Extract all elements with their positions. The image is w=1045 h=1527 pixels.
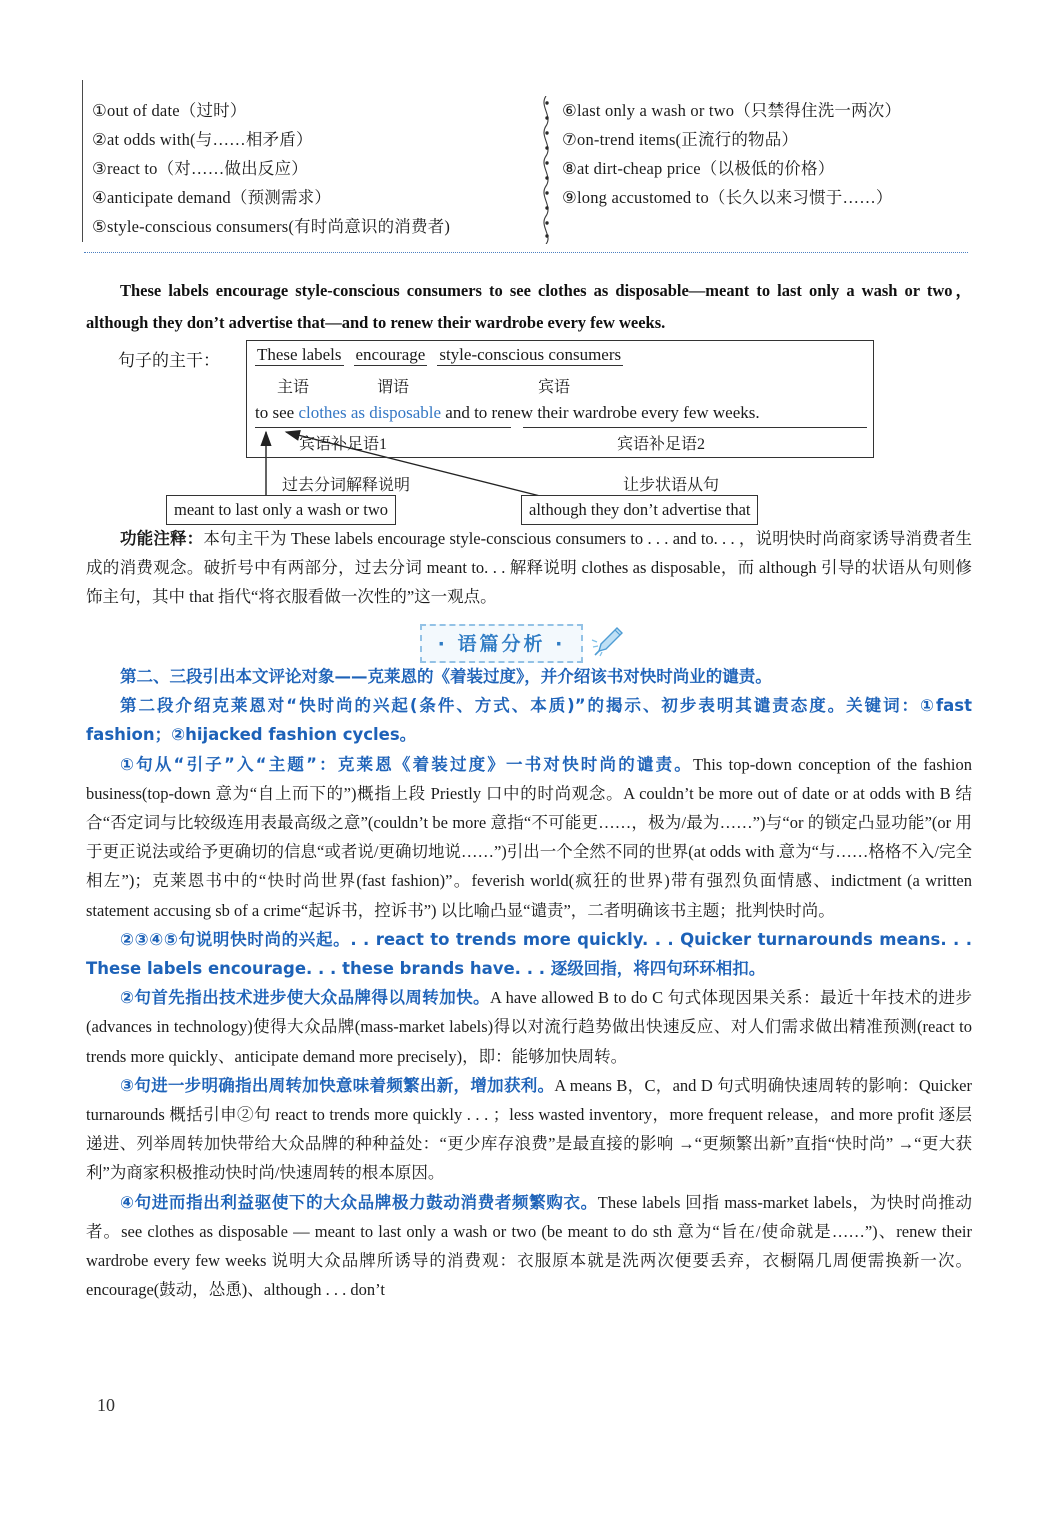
role-object: 宾语 bbox=[538, 379, 571, 396]
vocabulary-item: ⑧at dirt-cheap price（以极低的价格） bbox=[562, 159, 835, 178]
analysis-paragraph-2-text: ②③④⑤句说明快时尚的兴起。. . react to trends more quickly. . . Quicker turnarounds means. . . These labels encourage. . . these brands have. . . 逐级回指，将四句环环相扣。 bbox=[86, 929, 972, 979]
vocabulary-right-column bbox=[562, 96, 982, 212]
analysis-paragraph-3 bbox=[86, 983, 972, 1071]
complement2-underline bbox=[523, 427, 867, 428]
complement1-underline bbox=[255, 427, 511, 428]
vocabulary-item: ②at odds with(与……相矛盾） bbox=[92, 130, 313, 149]
trunk-subject-token: These labels bbox=[257, 345, 342, 364]
vocabulary-item: ①out of date（过时） bbox=[92, 101, 247, 120]
analysis-paragraph-3-body: A have allowed B to do C 句式体现因果关系：最近十年技术的进步(advances in technology)使得大众品牌(mass-market labels)得以对流行趋势做出快速反应、对人们需求做出精准预测(react to trends more quickly、anticipate demand more precisely)，即：能够加快周转。 bbox=[86, 988, 972, 1066]
dotted-separator bbox=[84, 252, 968, 253]
vocabulary-item: ③react to（对……做出反应） bbox=[92, 159, 308, 178]
complement-prefix: to see bbox=[255, 403, 299, 422]
note-box-participle: meant to last only a wash or two bbox=[166, 495, 396, 525]
role-subject: 主语 bbox=[277, 379, 310, 396]
analysis-paragraph-4-body: A means B，C，and D 句式明确快速周转的影响：Quicker turnarounds 概括引申②句 react to trends more quickly . . . ；less wasted inventory，more frequent release，and more profit 逐层递进、列举周转加快带给大众品牌的种种益处：“更少库存浪费”是最直接的影响 →“更频繁出新”直指“快时尚” →“更大获利”为商家积极推动快时尚/快速周转的根本原因。 bbox=[86, 1075, 972, 1183]
discourse-analysis-body bbox=[86, 662, 972, 1304]
role-predicate: 谓语 bbox=[377, 379, 410, 396]
section-header-discourse-analysis bbox=[0, 624, 1045, 663]
vocabulary-item: ⑦on-trend items(正流行的物品） bbox=[562, 130, 799, 149]
analysis-paragraph-5-head: ④句进而指出利益驱使下的大众品牌极力鼓动消费者频繁购衣。 bbox=[120, 1192, 598, 1212]
complement-suffix: and to renew their wardrobe every few weeks. bbox=[441, 403, 760, 422]
vocabulary-item: ⑥last only a wash or two（只禁得住洗一两次） bbox=[562, 101, 902, 120]
vocabulary-item: ④anticipate demand（预测需求） bbox=[92, 188, 332, 207]
function-note-text: 本句主干为 These labels encourage style-conscious consumers to . . . and to. . . ，说明快时尚商家诱导消费者生成的消费观念。破折号中有两部分，过去分词 meant to. . . 解释说明 clothes as disposable，而 although 引导的状语从句则修饰主句，其中 that 指代“将衣服看做一次性的”这一观点。 bbox=[86, 529, 973, 606]
trunk-tokens-row bbox=[255, 345, 633, 366]
label-complement-2: 宾语补足语2 bbox=[617, 436, 706, 453]
note-box-concessive: although they don’t advertise that bbox=[521, 495, 758, 525]
analysis-paragraph-4 bbox=[86, 1071, 972, 1188]
label-complement-1: 宾语补足语1 bbox=[299, 436, 388, 453]
vocabulary-item: ⑤style-conscious consumers(有时尚意识的消费者) bbox=[92, 217, 451, 236]
wavy-divider-icon bbox=[532, 96, 562, 244]
function-note bbox=[86, 524, 972, 611]
pen-icon bbox=[591, 624, 625, 663]
trunk-predicate-token: encourage bbox=[355, 345, 426, 364]
note-label-participle: 过去分词解释说明 bbox=[282, 477, 411, 494]
trunk-complement-row bbox=[255, 403, 760, 423]
analysis-paragraph-3-head: ②句首先指出技术进步使大众品牌得以周转加快。 bbox=[120, 988, 490, 1008]
analysis-paragraph-5-body: These labels 回指 mass-market labels，为快时尚推动者。see clothes as disposable — meant to last only a wash or two (be meant to do sth 意为“旨在/使命就是……”)、renew their wardrobe every few weeks 说明大众品牌所诱导的消费观：衣服原本就是洗两次便要丢弃，衣橱隔几周便需换新一次。encourage(鼓动，怂恿)、although . . . don’t bbox=[86, 1192, 972, 1300]
analysis-paragraph-1-head: ①句从“引子”入“主题”：克莱恩《着装过度》一书对快时尚的谴责。 bbox=[120, 754, 693, 774]
analysis-paragraph-1 bbox=[86, 750, 972, 925]
trunk-object-token: style-conscious consumers bbox=[439, 345, 622, 364]
trunk-box bbox=[246, 340, 874, 458]
vocabulary-item: ⑨long accustomed to（长久以来习惯于……） bbox=[562, 188, 893, 207]
page-left-rule bbox=[82, 80, 83, 242]
analysis-paragraph-1-body: This top-down conception of the fashion business(top-down 意为“自上而下的”)概指上段 Priestly 口中的时尚观念。A couldn’t be more out of date or at odds with B 结合“否定词与比较级连用表最高级之意”(couldn’t be more 意指“不可能更……，极为/最为……”)与“or 的锁定凸显功能”(or 用于更正说法或给予更确切的信息“或者说/更确切地说……”)引出一个全然不同的世界(at odds with 意为“与……格格不入/完全相左”)；克莱恩书中的“快时尚世界(fast fashion)”。feverish world(疯狂的世界)带有强烈负面情感、indictment (a written statement accusing sb of a crime“起诉书，控诉书”) 以比喻凸显“谴责”，二者明确该书主题；批判快时尚。 bbox=[86, 754, 972, 920]
page-number: 10 bbox=[97, 1395, 115, 1415]
analyzed-sentence: These labels encourage style-conscious consumers to see clothes as disposable—meant to last only a wash or two，although they don’t advertise that—and to renew their wardrobe every few weeks. bbox=[86, 281, 972, 332]
trunk-label: 句子的主干： bbox=[118, 351, 220, 370]
complement-highlight: clothes as disposable bbox=[298, 403, 442, 422]
function-note-label: 功能注释： bbox=[120, 529, 204, 548]
analysis-paragraph-2 bbox=[86, 925, 972, 983]
sentence-structure-diagram bbox=[86, 340, 972, 525]
analysis-paragraph-4-head: ③句进一步明确指出周转加快意味着频繁出新，增加获利。 bbox=[120, 1075, 555, 1095]
analysis-intro-line-1: 第二、三段引出本文评论对象——克莱恩的《着装过度》，并介绍该书对快时尚业的谴责。 bbox=[120, 667, 772, 686]
analysis-paragraph-5 bbox=[86, 1188, 972, 1305]
note-label-concessive: 让步状语从句 bbox=[623, 477, 720, 494]
analysis-intro-line-2: 第二段介绍克莱恩对“快时尚的兴起(条件、方式、本质)”的揭示、初步表明其谴责态度。关键词：①fast fashion；②hijacked fashion cycles。 bbox=[86, 696, 972, 745]
vocabulary-left-column bbox=[92, 96, 522, 241]
section-header-title: · 语篇分析 · bbox=[420, 624, 584, 663]
